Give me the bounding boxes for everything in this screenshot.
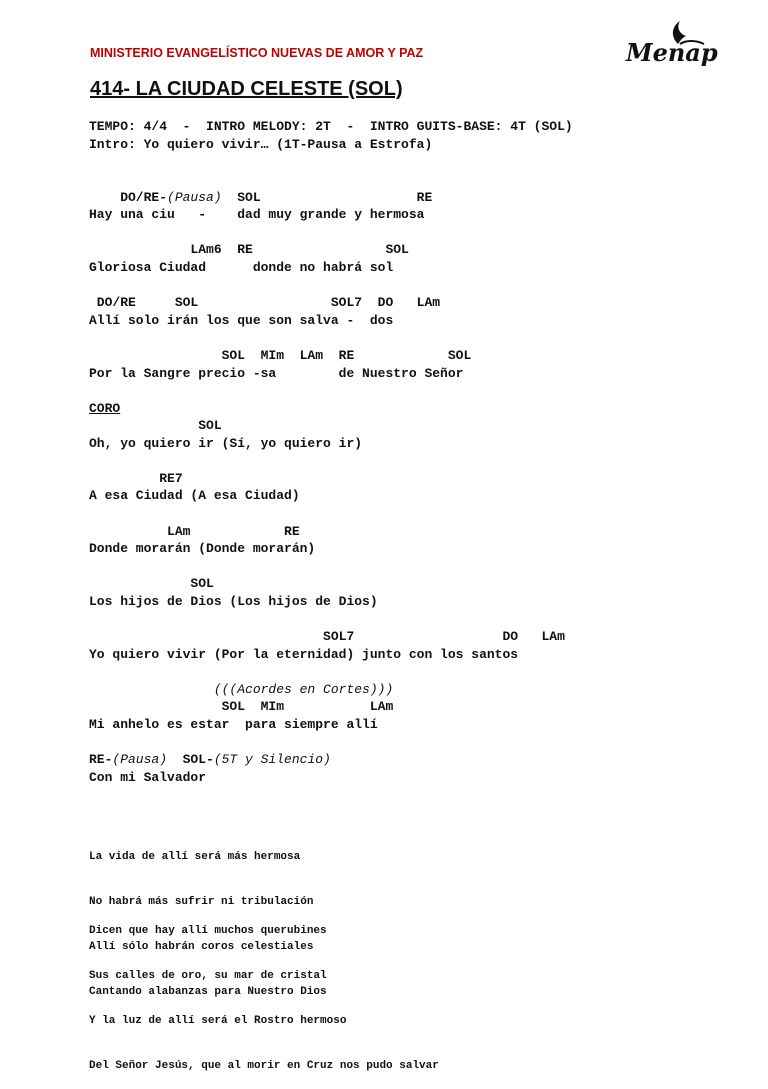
verse-line: Sus calles de oro, su mar de cristal: [89, 970, 327, 982]
lyric-line: Donde morarán (Donde morarán): [89, 541, 316, 556]
tempo-line: TEMPO: 4/4 - INTRO MELODY: 2T - INTRO GUITS-BASE: 4T (SOL): [89, 119, 573, 134]
silence-note: (5T y Silencio): [213, 752, 331, 767]
chord-text: SOL-: [167, 752, 214, 767]
verse-line: Y la luz de allí será el Rostro hermoso: [89, 1015, 347, 1027]
pause-note: (Pausa): [167, 190, 222, 205]
chord-line: [89, 190, 432, 206]
chord-text: DO/RE-: [89, 190, 168, 205]
chorus-label: CORO: [89, 401, 121, 416]
verse-line: La vida de allí será más hermosa: [89, 851, 301, 863]
lyric-line: Oh, yo quiero ir (Sí, yo quiero ir): [89, 436, 363, 451]
lyric-line: A esa Ciudad (A esa Ciudad): [89, 488, 300, 503]
lyric-line: Los hijos de Dios (Los hijos de Dios): [89, 594, 378, 609]
chord-line: SOL MIm LAm: [89, 699, 394, 714]
lyric-line: Yo quiero vivir (Por la eternidad) junto con los santos: [89, 647, 519, 662]
chord-line: SOL: [89, 576, 214, 591]
ministry-name: MINISTERIO EVANGELÍSTICO NUEVAS DE AMOR Y PAZ: [90, 46, 424, 60]
lyric-line: Por la Sangre precio -sa de Nuestro Señor: [89, 366, 464, 381]
pause-note: (Pausa): [112, 752, 168, 767]
chord-line: SOL7 DO LAm: [89, 629, 565, 644]
chord-line: LAm6 RE SOL: [89, 242, 409, 257]
chord-line: DO/RE SOL SOL7 DO LAm: [89, 295, 441, 310]
chord-line: RE7: [89, 471, 183, 486]
verse-block-2: [89, 894, 439, 1089]
verse-line: No habrá más sufrir ni tribulación: [89, 896, 314, 908]
lyric-line: Mi anhelo es estar para siempre allí: [89, 717, 378, 732]
lyric-line: Con mi Salvador: [89, 770, 207, 785]
verse-line: Del Señor Jesús, que al morir en Cruz nos pudo salvar: [89, 1060, 439, 1072]
menap-logo: [626, 18, 722, 68]
cuts-note: (((Acordes en Cortes))): [89, 682, 394, 697]
chord-text: RE-: [89, 752, 113, 767]
lyric-line: Hay una ciu - dad muy grande y hermosa: [89, 207, 425, 222]
logo-text: Menap: [626, 38, 718, 67]
lyric-line: Gloriosa Ciudad donde no habrá sol: [89, 260, 394, 275]
chord-text: SOL RE: [221, 190, 433, 205]
chord-line: [89, 752, 331, 768]
chord-line: SOL: [89, 418, 222, 433]
verse-line: Dicen que hay allí muchos querubines: [89, 925, 327, 937]
verse-line: Allí sólo habrán coros celestiales: [89, 941, 314, 953]
song-title: 414- LA CIUDAD CELESTE (SOL): [90, 78, 403, 100]
chord-line: SOL MIm LAm RE SOL: [89, 348, 472, 363]
lyric-line: Allí solo irán los que son salva - dos: [89, 313, 394, 328]
verse-line: Cantando alabanzas para Nuestro Dios: [89, 986, 327, 998]
intro-line: Intro: Yo quiero vivir… (1T-Pausa a Estrofa): [89, 137, 433, 152]
chord-line: LAm RE: [89, 524, 300, 539]
performance-note: [89, 682, 393, 698]
